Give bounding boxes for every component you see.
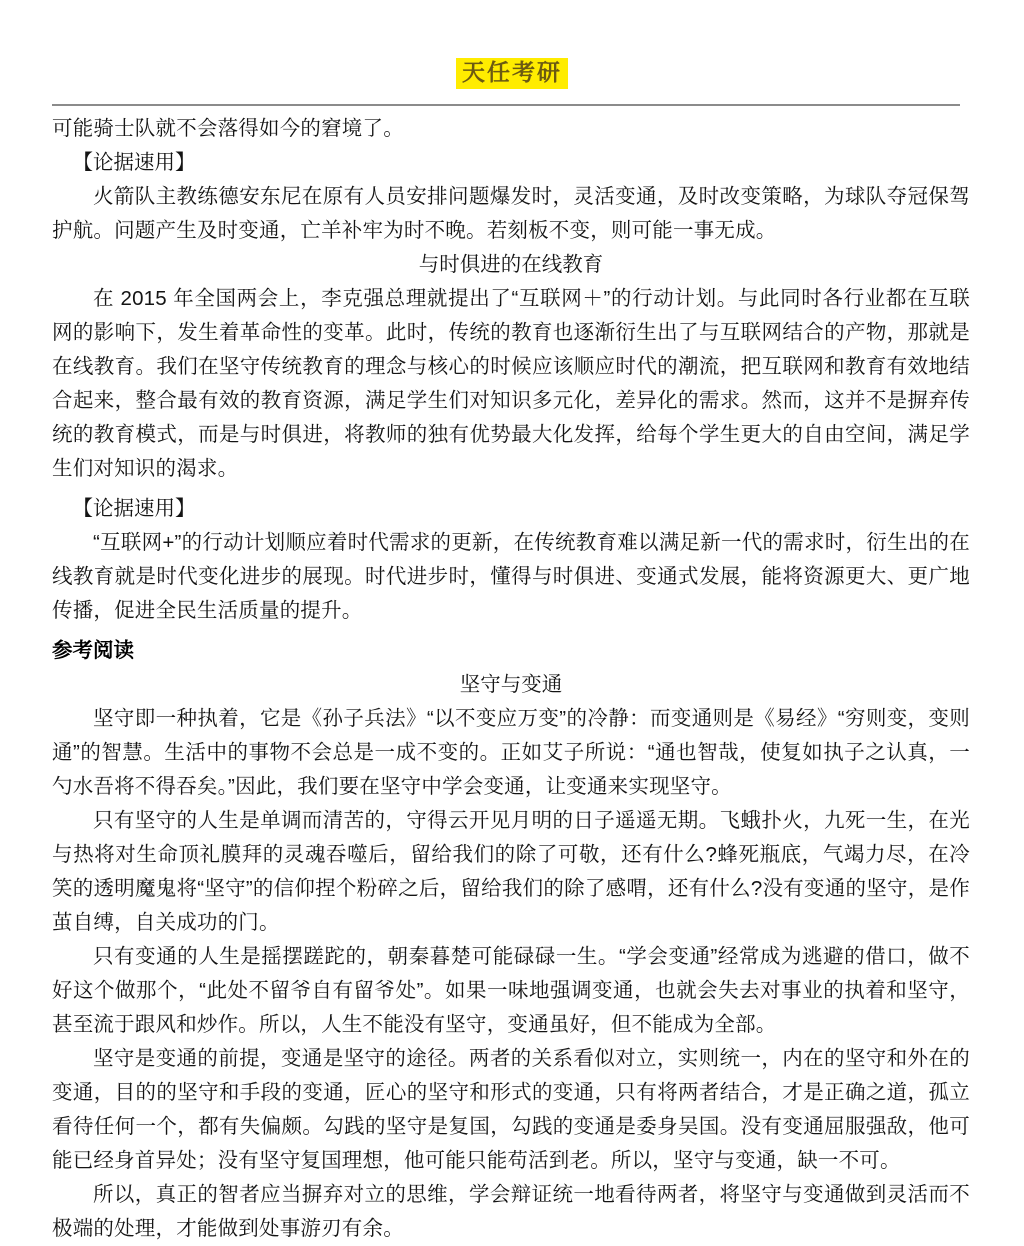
page-header	[0, 0, 1024, 85]
paragraph-internet-plus-summary: “互联网+”的行动计划顺应着时代需求的更新，在传统教育难以满足新一代的需求时，衍生出的在线教育就是时代变化进步的展现。时代进步时，懂得与时俱进、变通式发展，能将资源更大、更广地传播，促进全民生活质量的提升。	[52, 531, 970, 622]
paragraph-rockets-coach: 火箭队主教练德安东尼在原有人员安排问题爆发时，灵活变通，及时改变策略，为球队夺冠保驾护航。问题产生及时变通，亡羊补牢为时不晚。若刻板不变，则可能一事无成。	[52, 185, 970, 242]
section-heading-persistence-flexibility: 坚守与变通	[459, 673, 563, 696]
argument-label-1: 【论据速用】	[72, 151, 196, 174]
paragraph-definition: 坚守即一种执着，它是《孙子兵法》“以不变应万变”的冷静：而变通则是《易经》“穷则变，变则通”的智慧。生活中的事物不会总是一成不变的。正如艾子所说：“通也智哉，使复如执子之认真，一勺水吾将不得吞矣。”因此，我们要在坚守中学会变通，让变通来实现坚守。	[52, 707, 970, 798]
section-heading-online-education: 与时俱进的在线教育	[418, 253, 604, 276]
section-label-reference-reading: 参考阅读	[52, 639, 134, 662]
paragraph-internet-plus: 在 2015 年全国两会上，李克强总理就提出了“互联网＋”的行动计划。与此同时各行业都在互联网的影响下，发生着革命性的变革。此时，传统的教育也逐渐衍生出了与互联网结合的产物，那就是在线教育。我们在坚守传统教育的理念与核心的时候应该顺应时代的潮流，把互联网和教育有效地结合起来，整合最有效的教育资源，满足学生们对知识多元化，差异化的需求。然而，这并不是摒弃传统的教育模式，而是与时俱进，将教师的独有优势最大化发挥，给每个学生更大的自由空间，满足学生们对知识的渴求。	[52, 287, 970, 480]
document-content	[52, 112, 970, 1246]
paragraph-only-flexibility: 只有变通的人生是摇摆蹉跎的，朝秦暮楚可能碌碌一生。“学会变通”经常成为逃避的借口，做不好这个做那个，“此处不留爷自有留爷处”。如果一味地强调变通，也就会失去对事业的执着和坚守，甚至流于跟风和炒作。所以，人生不能没有坚守，变通虽好，但不能成为全部。	[52, 945, 970, 1036]
continuation-line: 可能骑士队就不会落得如今的窘境了。	[52, 117, 404, 140]
brand-watermark: 天任考研	[456, 58, 568, 89]
paragraph-relationship: 坚守是变通的前提，变通是坚守的途径。两者的关系看似对立，实则统一，内在的坚守和外在的变通，目的的坚守和手段的变通，匠心的坚守和形式的变通，只有将两者结合，才是正确之道，孤立看待任何一个，都有失偏颇。勾践的坚守是复国，勾践的变通是委身吴国。没有变通屈服强敌，他可能已经身首异处；没有坚守复国理想，他可能只能苟活到老。所以，坚守与变通，缺一不可。	[52, 1047, 970, 1172]
header-divider-rule	[52, 104, 960, 106]
paragraph-only-persistence: 只有坚守的人生是单调而清苦的，守得云开见月明的日子遥遥无期。飞蛾扑火，九死一生，在光与热将对生命顶礼膜拜的灵魂吞噬后，留给我们的除了可敬，还有什么?蜂死瓶底，气竭力尽，在冷笑的透明魔鬼将“坚守”的信仰捏个粉碎之后，留给我们的除了感喟，还有什么?没有变通的坚守，是作茧自缚，自关成功的门。	[52, 809, 970, 934]
argument-label-2: 【论据速用】	[72, 497, 196, 520]
paragraph-conclusion: 所以，真正的智者应当摒弃对立的思维，学会辩证统一地看待两者，将坚守与变通做到灵活而不极端的处理，才能做到处事游刃有余。	[52, 1183, 970, 1240]
